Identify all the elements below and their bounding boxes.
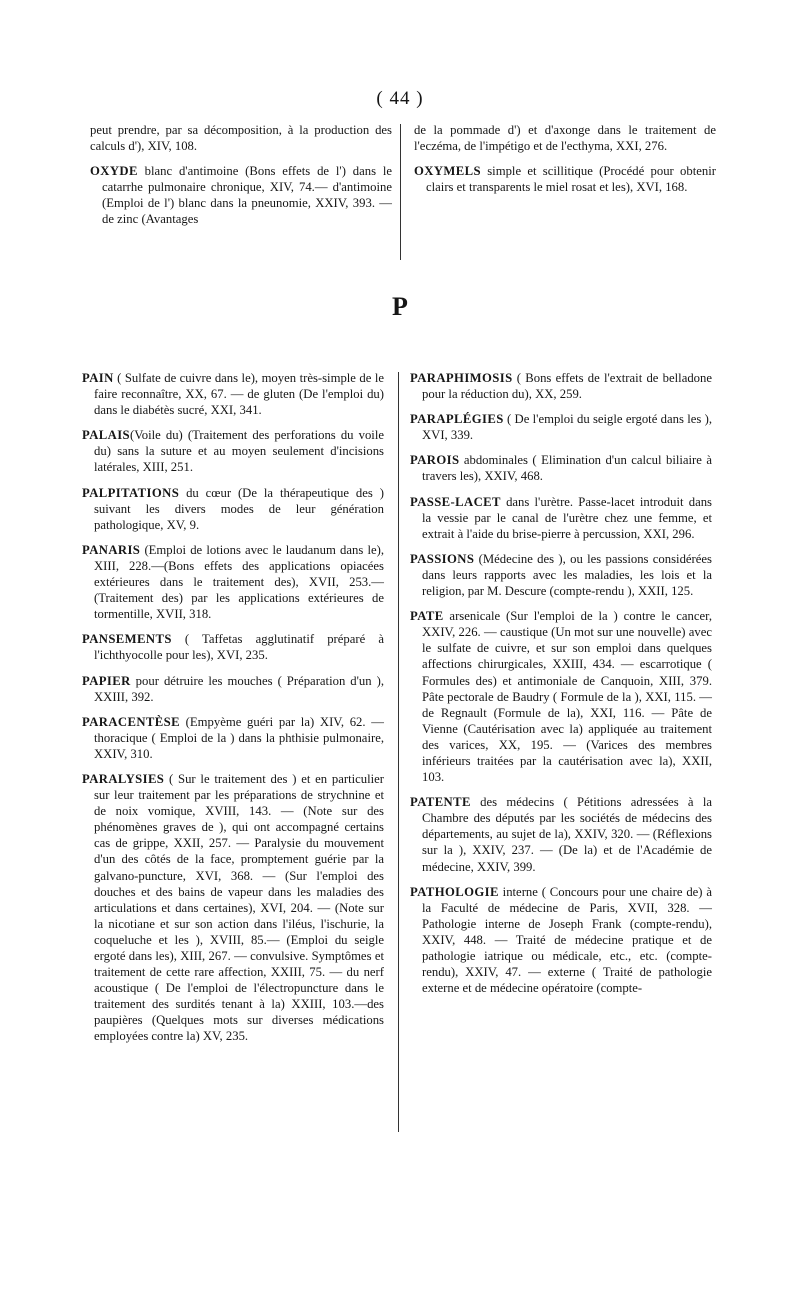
index-entry (410, 551, 712, 599)
index-entry (410, 370, 712, 402)
index-entry (414, 163, 716, 195)
page-number: ( 44 ) (376, 88, 424, 109)
index-entry (82, 673, 384, 705)
entry-text: (Emploi de lotions avec le laudanum dans le), XIII, 228.—(Bons effets des applications opiacées extérieures dans le traitement des), XVII, 253.— (Traitement des) par les applications extérieures de tormentille, XVII, 318. (94, 542, 384, 622)
entry-headword: OXYDE (90, 164, 138, 179)
entry-headword: PATE (410, 609, 444, 624)
index-entry (82, 485, 384, 533)
entry-text: abdominales ( Elimination d'un calcul biliaire à travers les), XXIV, 468. (422, 453, 712, 484)
entry-text: (Empyème guéri par la) XIV, 62. — thoracique ( Emploi de la ) dans la phthisie pulmonaire, XXIV, 310. (94, 714, 384, 761)
section-letter: P (392, 292, 408, 321)
index-entry (82, 714, 384, 762)
entry-headword: PARALYSIES (82, 771, 165, 786)
entry-headword: PASSIONS (410, 551, 475, 566)
top-right-column (414, 122, 716, 204)
index-entry (410, 494, 712, 542)
entry-headword: PAROIS (410, 453, 460, 468)
entry-text: ( Sulfate de cuivre dans le), moyen très-simple de le faire reconnaître, XX, 67. — de gluten (De l'emploi du) dans le diabétès sucré, XXI, 341. (94, 371, 384, 418)
entry-text: ( Taffetas agglutinatif préparé à l'ichthyocolle pour les), XVI, 235. (94, 632, 384, 663)
entry-text: simple et scillitique (Procédé pour obtenir clairs et transparents le miel rosat et les), XVI, 168. (426, 164, 716, 195)
entry-text: des médecins ( Pétitions adressées à la Chambre des députés par les sociétés de médecins des départements, au sujet de la), XXIV, 320. — (Réflexions sur la ), XXIV, 237. — (De la) et de l'Académie de médecine, XXIV, 399. (422, 795, 712, 874)
entry-headword: PARAPLÉGIES (410, 412, 504, 427)
index-entry (410, 884, 712, 997)
index-entry (82, 771, 384, 1045)
entry-text: ( Bons effets de l'extrait de belladone pour la réduction du), XX, 259. (422, 371, 712, 402)
index-entry (410, 608, 712, 785)
entry-text: (Médecine des ), ou les passions considérées dans leurs rapports avec les maladies, les lois et la religion, par M. Descure (compte-rendu ), XXII, 125. (422, 551, 712, 599)
entry-headword: PATHOLOGIE (410, 884, 499, 899)
index-entry (82, 542, 384, 622)
index-entry (82, 427, 384, 475)
entry-text: de la pommade d') et d'axonge dans le traitement de l'eczéma, de l'impétigo et de l'ecthyma, XXI, 276. (414, 123, 716, 154)
entry-text: arsenicale (Sur l'emploi de la ) contre le cancer, XXIV, 226. — caustique (Un mot sur une nouvelle) avec le sulfate de cuivre, et sur son emploi dans quelques affections chirurgicales, XXIII, 434. — escarrotique ( Formules des) et antimoniale de Canquoin, XIII, 379. Pâte pectorale de Baudry ( Formule de la ), XXI, 115. — de Regnault (Formule de la), XXI, 116. — Pâte de Vienne (Cautérisation avec la) appliquée au traitement des varices, XX, 195. — (Varices des membres inférieurs traitées par la cautérisation avec la), XXII, 103. (422, 609, 712, 785)
index-entry (414, 122, 716, 154)
entry-headword: OXYMELS (414, 164, 481, 179)
index-entry (90, 122, 392, 154)
top-left-column (90, 122, 392, 237)
index-entry (410, 794, 712, 874)
entry-headword: PAPIER (82, 673, 131, 688)
entry-headword: PANSEMENTS (82, 632, 172, 647)
entry-text: du cœur (De la thérapeutique des ) suivant les divers modes de leur génération pathologique, XV, 9. (94, 485, 384, 532)
entry-headword: PALAIS (82, 428, 130, 443)
entry-headword: PAIN (82, 371, 114, 385)
entry-text: blanc d'antimoine (Bons effets de l') dans le catarrhe pulmonaire chronique, XIV, 74.— d'antimoine (Emploi de l') blanc dans la pneunomie, XXIV, 393. — de zinc (Avantages (102, 164, 392, 227)
top-column-rule (400, 124, 401, 260)
entry-headword: PARACENTÈSE (82, 714, 180, 729)
bottom-column-rule (398, 372, 399, 1132)
entry-headword: PATENTE (410, 795, 471, 810)
entry-text: dans l'urètre. Passe-lacet introduit dans la vessie par le canal de l'urètre chez une femme, et extrait à l'aide du brise-pierre à percussion, XXI, 296. (422, 494, 712, 541)
entry-text: ( De l'emploi du seigle ergoté dans les ), XVI, 339. (422, 412, 712, 443)
index-entry (82, 631, 384, 663)
index-entry (410, 411, 712, 443)
left-column (82, 370, 384, 1054)
index-entry (82, 370, 384, 418)
index-entry (410, 452, 712, 484)
entry-headword: PALPITATIONS (82, 485, 180, 500)
entry-text: (Voile du) (Traitement des perforations du voile du) sans la suture et au moyen seulement d'incisions latérales, XIII, 251. (94, 428, 384, 475)
entry-text: ( Sur le traitement des ) et en particulier sur leur traitement par les préparations de strychnine et de noix vomique, XVIII, 143. — (Note sur des phénomènes graves de ), qui ont accompagné certains cas de grippe, XXII, 257. — Paralysie du mouvement d'un des côtés de la face, promptement guérie par la galvano-puncture, XVI, 368. — (Sur l'emploi des douches et des bains de vapeur dans les maladies des articulations et dans certaines), XVI, 204. — (Note sur la nicotiane et sur son action dans l'iléus, l'ischurie, la coqueluche et les ), XVIII, 85.— (Emploi du seigle ergoté dans les), XIII, 267. — convulsive. Symptômes et traitement de cette rare affection, XXIII, 75. — du nerf acoustique ( De l'emploi de l'électropuncture dans le traitement des surdités tenant à la) XXIII, 103.—des paupières (Quelques mots sur diverses médications employées contre la) XV, 235. (94, 771, 384, 1044)
right-column (410, 370, 712, 1005)
entry-text: pour détruire les mouches ( Préparation d'un ), XXIII, 392. (94, 673, 384, 704)
entry-headword: PASSE-LACET (410, 494, 501, 509)
entry-text: peut prendre, par sa décomposition, à la production des calculs d'), XIV, 108. (90, 123, 392, 154)
entry-headword: PANARIS (82, 542, 141, 557)
entry-text: interne ( Concours pour une chaire de) à la Faculté de médecine de Paris, XVII, 328. — Pathologie interne de Joseph Frank (compte-rendu), XXIV, 448. — Traité de médecine pratique et de pathologie iatrique ou médicale, etc., etc. (compte-rendu), XXIV, 47. — externe ( Traité de pathologie externe et de médecine opératoire (compte- (422, 884, 712, 996)
entry-headword: PARAPHIMOSIS (410, 371, 513, 385)
index-entry (90, 163, 392, 227)
